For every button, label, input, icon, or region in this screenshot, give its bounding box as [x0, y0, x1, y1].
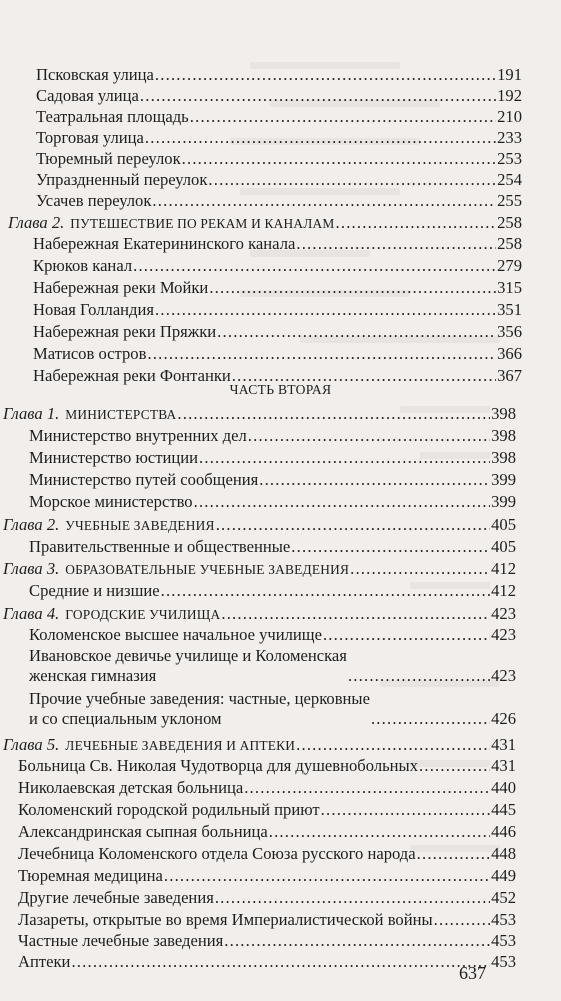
- leader-dots: [209, 278, 496, 298]
- entry-title: Крюков канал: [33, 256, 133, 275]
- toc-entry: [29, 448, 516, 468]
- leader-dots: [152, 191, 496, 211]
- toc-entry: [33, 344, 522, 364]
- page-number: 253: [497, 149, 522, 168]
- page-number: 446: [491, 822, 516, 841]
- chapter-title: УЧЕБНЫЕ ЗАВЕДЕНИЯ: [65, 518, 215, 533]
- chapter-title: ОБРАЗОВАТЕЛЬНЫЕ УЧЕБНЫЕ ЗАВЕДЕНИЯ: [65, 562, 350, 577]
- toc-entry: [33, 256, 522, 276]
- toc-entry: [18, 822, 516, 842]
- leader-dots: [417, 844, 490, 864]
- leader-dots: [259, 470, 490, 490]
- toc-entry: [36, 170, 522, 190]
- page-number: 258: [497, 234, 522, 253]
- toc-entry: [36, 107, 522, 127]
- leader-dots: [244, 778, 490, 798]
- page-number: 254: [497, 170, 522, 189]
- chapter-number: Глава 4.: [3, 604, 60, 623]
- entry-title: Аптеки: [18, 952, 71, 971]
- entry-title: Набережная реки Фонтанки: [33, 366, 231, 385]
- leader-dots: [269, 822, 490, 842]
- entry-title: Министерство путей сообщения: [29, 470, 259, 489]
- leader-dots: [199, 448, 490, 468]
- page-number: 399: [491, 492, 516, 511]
- page-number: 356: [497, 322, 522, 341]
- leader-dots: [371, 709, 490, 729]
- leader-dots: [177, 404, 490, 424]
- page-number: 453: [491, 931, 516, 950]
- entry-title: Усачев переулок: [36, 191, 152, 210]
- leader-dots: [208, 170, 496, 190]
- leader-dots: [140, 86, 496, 106]
- entry-title: Лечебница Коломенского отдела Союза русского народа: [18, 844, 416, 863]
- toc-entry: [18, 888, 516, 908]
- page-number: 431: [491, 756, 516, 775]
- entry-title: Садовая улица: [36, 86, 139, 105]
- chapter-title: ЛЕЧЕБНЫЕ ЗАВЕДЕНИЯ И АПТЕКИ: [65, 738, 296, 753]
- entry-title: Правительственные и общественные: [29, 537, 291, 556]
- leader-dots: [348, 666, 490, 686]
- page-number: 398: [491, 404, 516, 423]
- leader-dots: [217, 322, 496, 342]
- leader-dots: [194, 492, 491, 512]
- page-number: 423: [491, 625, 516, 644]
- toc-entry: [29, 492, 516, 512]
- leader-dots: [323, 625, 490, 645]
- entry-title-line: Прочие учебные заведения: частные, церковные: [29, 689, 370, 708]
- page-number: 431: [491, 735, 516, 754]
- entry-title-line: и со специальным уклоном: [29, 709, 222, 728]
- leader-dots: [296, 735, 490, 755]
- entry-title: Набережная реки Мойки: [33, 278, 209, 297]
- entry-title: Новая Голландия: [33, 300, 155, 319]
- toc-entry: [18, 952, 516, 972]
- chapter-title: ГОРОДСКИЕ УЧИЛИЩА: [65, 607, 221, 622]
- toc-entry: [18, 866, 516, 886]
- page-number: 210: [497, 107, 522, 126]
- toc-entry: [18, 910, 516, 930]
- entry-title: Средние и низшие: [29, 581, 160, 600]
- entry-title: Коломенское высшее начальное училище: [29, 625, 322, 644]
- leader-dots: [434, 910, 490, 930]
- part-heading: ЧАСТЬ ВТОРАЯ: [229, 382, 332, 397]
- chapter-title: ПУТЕШЕСТВИЕ ПО РЕКАМ И КАНАЛАМ: [70, 216, 335, 231]
- entry-title: Александринская сыпная больница: [18, 822, 268, 841]
- toc-entry: [33, 300, 522, 320]
- entry-title: Частные лечебные заведения: [18, 931, 224, 950]
- toc-entry: [18, 844, 516, 864]
- toc-entry: [33, 278, 522, 298]
- leader-dots: [164, 866, 490, 886]
- page-number: 440: [491, 778, 516, 797]
- page-number: 279: [497, 256, 522, 275]
- page-number: 399: [491, 470, 516, 489]
- leader-dots: [147, 344, 496, 364]
- entry-title: Тюремная медицина: [18, 866, 163, 885]
- leader-dots: [133, 256, 496, 276]
- toc-entry: [18, 800, 516, 820]
- toc-entry: [36, 191, 522, 211]
- leader-dots: [155, 300, 496, 320]
- leader-dots: [216, 515, 490, 535]
- leader-dots: [71, 952, 490, 972]
- page-number: 423: [491, 666, 516, 685]
- page-number: 398: [491, 448, 516, 467]
- page-number: 258: [497, 213, 522, 232]
- leader-dots: [224, 931, 490, 951]
- page-number: 453: [491, 952, 516, 971]
- page-number: 445: [491, 800, 516, 819]
- leader-dots: [321, 800, 490, 820]
- entry-title: Упраздненный переулок: [36, 170, 208, 189]
- leader-dots: [221, 604, 490, 624]
- toc-entry: [29, 426, 516, 446]
- page-number: 191: [497, 65, 522, 84]
- page-number: 453: [491, 910, 516, 929]
- toc-entry: [36, 128, 522, 148]
- entry-title: Набережная Екатерининского канала: [33, 234, 296, 253]
- page-number: 448: [491, 844, 516, 863]
- leader-dots: [145, 128, 496, 148]
- page-number: 315: [497, 278, 522, 297]
- page-number: 405: [491, 515, 516, 534]
- folio-page-number: 637: [459, 963, 486, 983]
- entry-title: Матисов остров: [33, 344, 147, 363]
- page-number: 367: [497, 366, 522, 385]
- toc-chapter-entry: [3, 735, 516, 756]
- toc-entry: [18, 778, 516, 798]
- page-number: 426: [491, 709, 516, 728]
- toc-chapter-entry: [3, 559, 516, 580]
- page-number: 398: [491, 426, 516, 445]
- entry-title: Тюремный переулок: [36, 149, 181, 168]
- toc-entry: [33, 322, 522, 342]
- entry-title: Театральная площадь: [36, 107, 189, 126]
- toc-entry: [29, 625, 516, 645]
- toc-entry: [18, 931, 516, 951]
- leader-dots: [215, 888, 490, 908]
- chapter-number: Глава 5.: [3, 735, 60, 754]
- entry-title-line: женская гимназия: [29, 666, 157, 685]
- entry-title: Больница Св. Николая Чудотворца для душевнобольных: [18, 756, 419, 775]
- entry-title: Министерство внутренних дел: [29, 426, 247, 445]
- leader-dots: [248, 426, 490, 446]
- page-number: 452: [491, 888, 516, 907]
- page-number: 412: [491, 581, 516, 600]
- page-number: 351: [497, 300, 522, 319]
- toc-chapter-entry: [3, 404, 516, 425]
- toc-entry: [36, 65, 522, 85]
- leader-dots: [336, 213, 497, 233]
- entry-title: Лазареты, открытые во время Империалистической войны: [18, 910, 433, 929]
- toc-entry: [36, 86, 522, 106]
- page-number: 405: [491, 537, 516, 556]
- page-number: 412: [491, 559, 516, 578]
- toc-entry: [29, 470, 516, 490]
- page-number: 366: [497, 344, 522, 363]
- leader-dots: [291, 537, 490, 557]
- entry-title: Торговая улица: [36, 128, 144, 147]
- toc-entry: [29, 537, 516, 557]
- chapter-number: Глава 2.: [8, 213, 65, 232]
- entry-title: Коломенский городской родильный приют: [18, 800, 320, 819]
- entry-title: Николаевская детская больница: [18, 778, 244, 797]
- entry-title: Министерство юстиции: [29, 448, 198, 467]
- page-number: 255: [497, 191, 522, 210]
- leader-dots: [182, 149, 496, 169]
- chapter-title: МИНИСТЕРСТВА: [65, 407, 177, 422]
- toc-entry: [29, 689, 516, 729]
- leader-dots: [296, 234, 496, 254]
- leader-dots: [350, 559, 490, 579]
- entry-title: Другие лечебные заведения: [18, 888, 214, 907]
- entry-title-line: Ивановское девичье училище и Коломенская: [29, 646, 347, 665]
- page-number: 449: [491, 866, 516, 885]
- toc-chapter-entry: [3, 515, 516, 536]
- toc-chapter-entry: [3, 604, 516, 625]
- entry-title: Морское министерство: [29, 492, 193, 511]
- page-number: 192: [497, 86, 522, 105]
- toc-entry: [36, 149, 522, 169]
- leader-dots: [155, 65, 496, 85]
- chapter-number: Глава 3.: [3, 559, 60, 578]
- entry-title: Псковская улица: [36, 65, 154, 84]
- leader-dots: [419, 756, 490, 776]
- leader-dots: [161, 581, 491, 601]
- chapter-number: Глава 1.: [3, 404, 60, 423]
- toc-entry: [18, 756, 516, 776]
- chapter-number: Глава 2.: [3, 515, 60, 534]
- toc-entry: [29, 646, 516, 686]
- toc-entry: [33, 234, 522, 254]
- page-number: 233: [497, 128, 522, 147]
- page-number: 423: [491, 604, 516, 623]
- toc-entry: [29, 581, 516, 601]
- leader-dots: [190, 107, 496, 127]
- entry-title: Набережная реки Пряжки: [33, 322, 217, 341]
- toc-chapter-entry: [8, 213, 522, 234]
